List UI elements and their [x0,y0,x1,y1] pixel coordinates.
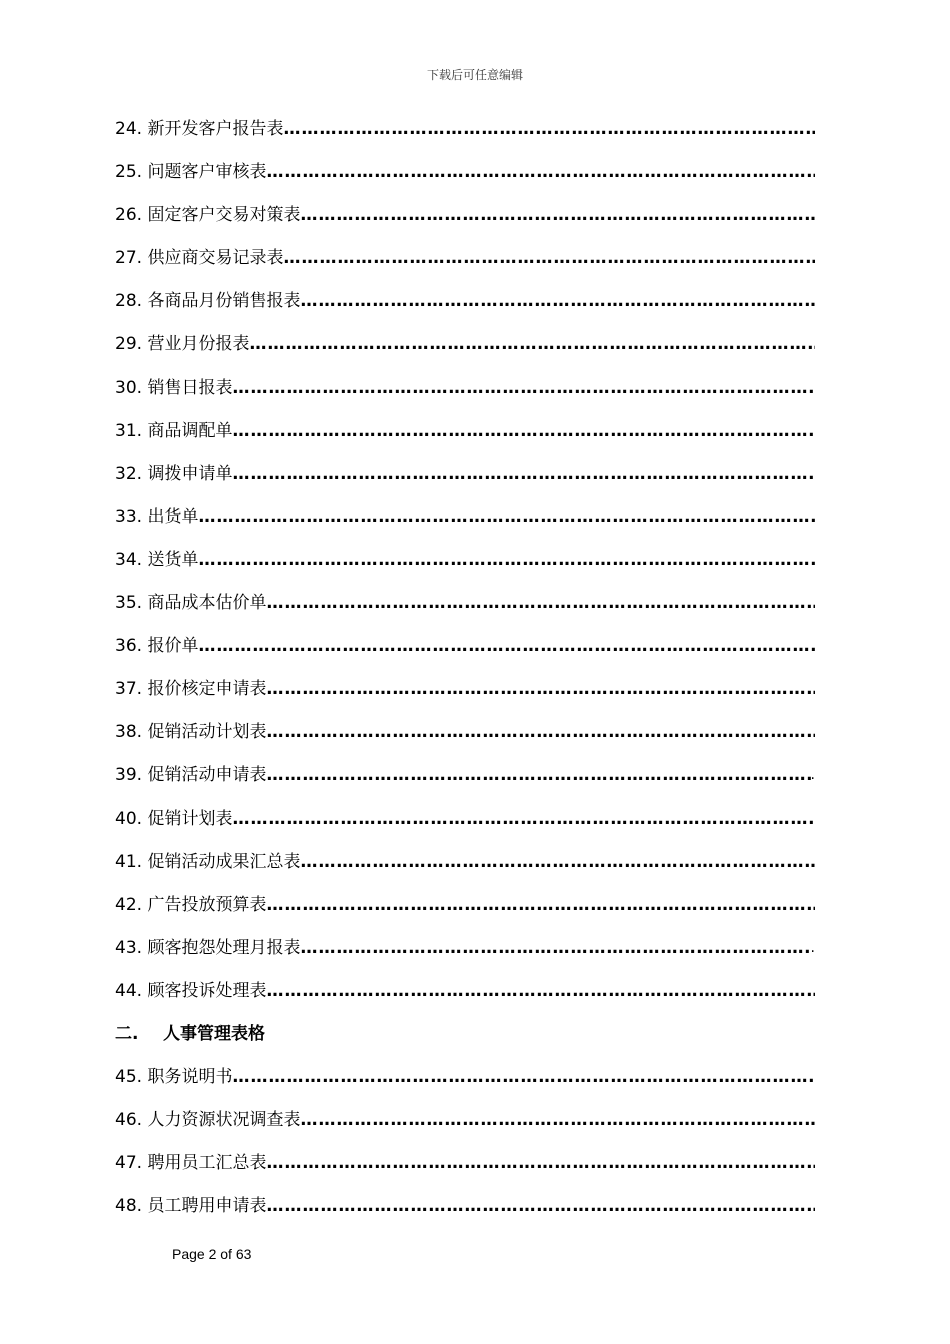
toc-leader-dots [266,1149,815,1177]
toc-leader-dots [283,115,815,143]
toc-entry-label: 27. 供应商交易记录表 [115,248,284,269]
toc-entry[interactable] [115,718,815,761]
toc-entry[interactable] [115,158,815,201]
toc-leader-dots [249,330,815,358]
toc-entry-label: 42. 广告投放预算表 [115,894,267,915]
toc-entry[interactable] [115,805,815,848]
toc-entry-label: 29. 营业月份报表 [115,334,250,355]
table-of-contents [115,115,815,1235]
toc-entry[interactable] [115,934,815,977]
toc-leader-dots [300,1106,815,1134]
toc-leader-dots [198,632,815,660]
toc-leader-dots [266,675,815,703]
toc-entry-label: 38. 促销活动计划表 [115,722,267,743]
page-header: 下载后可任意编辑 [426,68,523,82]
toc-entry[interactable] [115,977,815,1020]
toc-entry-label: 43. 顾客抱怨处理月报表 [115,937,301,958]
page-footer: Page 2 of 63 [172,1246,252,1262]
toc-leader-dots [266,718,815,746]
toc-leader-dots [266,589,815,617]
toc-leader-dots [300,201,815,229]
toc-entry[interactable] [115,417,815,460]
toc-entry-label: 37. 报价核定申请表 [115,679,267,700]
toc-entry-label: 47. 聘用员工汇总表 [115,1153,267,1174]
toc-entry[interactable] [115,1106,815,1149]
toc-entry[interactable] [115,1149,815,1192]
toc-entry-label: 30. 销售日报表 [115,377,233,398]
toc-entry[interactable] [115,675,815,718]
toc-entry[interactable] [115,330,815,373]
toc-entry[interactable] [115,546,815,589]
toc-entry[interactable] [115,632,815,675]
toc-entry-label: 26. 固定客户交易对策表 [115,205,301,226]
toc-leader-dots [300,848,815,876]
toc-entry-label: 28. 各商品月份销售报表 [115,291,301,312]
toc-entry[interactable] [115,244,815,287]
toc-leader-dots [198,546,815,574]
section-title: 人事管理表格 [163,1023,265,1044]
toc-entry[interactable] [115,1192,815,1235]
toc-entry[interactable] [115,589,815,632]
toc-entry-label: 44. 顾客投诉处理表 [115,980,267,1001]
toc-entry-label: 48. 员工聘用申请表 [115,1196,267,1217]
toc-entry[interactable] [115,848,815,891]
toc-leader-dots [232,374,815,402]
toc-entry[interactable] [115,287,815,330]
toc-entry-label: 46. 人力资源状况调查表 [115,1110,301,1131]
toc-leader-dots [232,1063,815,1091]
toc-leader-dots [232,460,815,488]
toc-entry[interactable] [115,1063,815,1106]
toc-leader-dots [266,158,815,186]
toc-entry[interactable] [115,503,815,546]
toc-leader-dots [300,287,815,315]
toc-entry[interactable] [115,761,815,804]
toc-entry-label: 40. 促销计划表 [115,808,233,829]
toc-entry-label: 24. 新开发客户报告表 [115,119,284,139]
toc-entry-label: 41. 促销活动成果汇总表 [115,851,301,872]
toc-leader-dots [266,977,815,1005]
toc-entry-label: 39. 促销活动申请表 [115,765,267,786]
toc-entry-label: 34. 送货单 [115,549,199,570]
toc-entry-label: 45. 职务说明书 [115,1067,233,1088]
toc-entry-label: 33. 出货单 [115,506,199,527]
section-heading[interactable] [115,1020,815,1063]
toc-leader-dots [198,503,815,531]
toc-entry-label: 35. 商品成本估价单 [115,593,267,614]
toc-leader-dots [232,417,815,445]
section-number: 二. [115,1023,139,1044]
toc-entry[interactable] [115,374,815,417]
toc-leader-dots [300,934,810,962]
toc-entry-label: 36. 报价单 [115,636,199,657]
toc-entry[interactable] [115,460,815,503]
toc-entry-label: 32. 调拨申请单 [115,463,233,484]
toc-entry[interactable] [115,115,815,158]
toc-entry-label: 25. 问题客户审核表 [115,162,267,183]
toc-entry[interactable] [115,891,815,934]
toc-leader-dots [266,1192,815,1220]
toc-entry-tail: . [810,939,815,956]
toc-entry-tail: . [810,767,815,784]
toc-leader-dots [283,244,815,272]
toc-leader-dots [266,891,815,919]
toc-entry[interactable] [115,201,815,244]
toc-leader-dots [232,805,815,833]
toc-leader-dots [266,761,810,789]
toc-entry-label: 31. 商品调配单 [115,420,233,441]
